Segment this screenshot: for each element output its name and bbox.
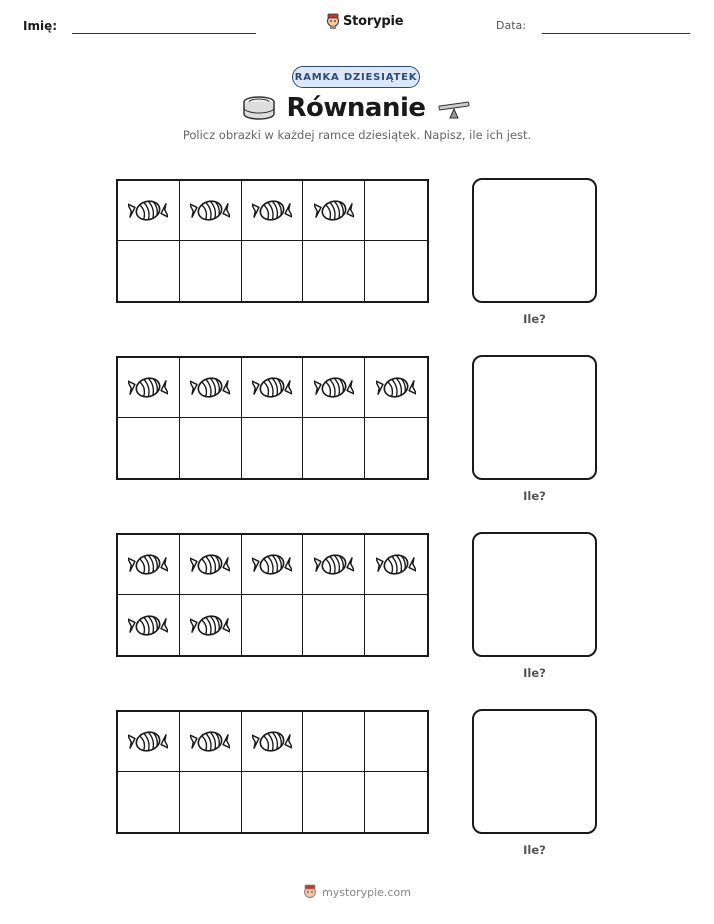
ten-frame-1 — [116, 179, 429, 303]
drum-icon — [242, 95, 276, 121]
frame-cell — [303, 181, 365, 241]
frame-cell — [118, 772, 180, 832]
frame-cell — [180, 181, 242, 241]
frame-cell — [365, 712, 427, 772]
frame-cell — [118, 241, 180, 301]
answer-label-3: Ile? — [523, 666, 546, 680]
answer-box-4[interactable] — [472, 709, 597, 834]
answer-box-1[interactable] — [472, 178, 597, 303]
frame-cell — [180, 772, 242, 832]
name-label: Imię: — [23, 19, 58, 33]
frame-cell — [303, 418, 365, 478]
candy-icon — [190, 726, 230, 757]
candy-icon — [252, 549, 292, 580]
candy-icon — [252, 195, 292, 226]
candy-icon — [376, 372, 416, 403]
frame-cell — [242, 535, 304, 595]
frame-cell — [118, 418, 180, 478]
ten-frame-2 — [116, 356, 429, 480]
candy-icon — [128, 610, 168, 641]
frame-cell — [242, 358, 304, 418]
frame-cell — [365, 418, 427, 478]
frame-cell — [118, 712, 180, 772]
frame-cell — [180, 595, 242, 655]
frame-cell — [365, 181, 427, 241]
frame-cell — [118, 595, 180, 655]
frame-cell — [365, 358, 427, 418]
frame-cell — [118, 181, 180, 241]
answer-box-2[interactable] — [472, 355, 597, 480]
candy-icon — [314, 372, 354, 403]
date-label: Data: — [496, 19, 526, 32]
frame-cell — [365, 772, 427, 832]
frame-cell — [303, 358, 365, 418]
frame-cell — [180, 418, 242, 478]
frame-cell — [303, 535, 365, 595]
candy-icon — [252, 726, 292, 757]
answer-label-1: Ile? — [523, 312, 546, 326]
instructions: Policz obrazki w każdej ramce dziesiątek. Napisz, ile ich jest. — [182, 128, 532, 142]
storypie-mascot-icon — [326, 13, 340, 29]
footer — [0, 884, 714, 900]
answer-label-2: Ile? — [523, 489, 546, 503]
candy-icon — [190, 195, 230, 226]
frame-cell — [180, 358, 242, 418]
frame-cell — [303, 712, 365, 772]
topic-badge: RAMKA DZIESIĄTEK — [292, 66, 420, 88]
balance-scale-icon — [436, 96, 472, 120]
frame-cell — [242, 418, 304, 478]
ten-frame-4 — [116, 710, 429, 834]
answer-box-3[interactable] — [472, 532, 597, 657]
candy-icon — [190, 549, 230, 580]
frame-cell — [365, 595, 427, 655]
candy-icon — [128, 726, 168, 757]
answer-label-4: Ile? — [523, 843, 546, 857]
brand-name: Storypie — [343, 13, 404, 29]
frame-cell — [365, 535, 427, 595]
frame-cell — [180, 535, 242, 595]
frame-cell — [242, 241, 304, 301]
frame-cell — [118, 535, 180, 595]
frame-cell — [303, 772, 365, 832]
frame-cell — [118, 358, 180, 418]
frame-cell — [180, 241, 242, 301]
ten-frame-3 — [116, 533, 429, 657]
name-line[interactable] — [72, 33, 256, 34]
frame-cell — [242, 772, 304, 832]
candy-icon — [252, 372, 292, 403]
storypie-mascot-icon — [303, 884, 317, 900]
page-title: Równanie — [286, 93, 426, 123]
candy-icon — [376, 549, 416, 580]
date-line[interactable] — [542, 33, 690, 34]
candy-icon — [128, 195, 168, 226]
brand-logo — [326, 13, 403, 29]
candy-icon — [128, 372, 168, 403]
candy-icon — [128, 549, 168, 580]
frame-cell — [242, 595, 304, 655]
frame-cell — [242, 712, 304, 772]
frame-cell — [365, 241, 427, 301]
frame-cell — [303, 241, 365, 301]
candy-icon — [190, 372, 230, 403]
frame-cell — [242, 181, 304, 241]
candy-icon — [314, 195, 354, 226]
footer-url: mystorypie.com — [322, 885, 411, 899]
candy-icon — [190, 610, 230, 641]
candy-icon — [314, 549, 354, 580]
title-row — [0, 91, 714, 125]
frame-cell — [303, 595, 365, 655]
frame-cell — [180, 712, 242, 772]
